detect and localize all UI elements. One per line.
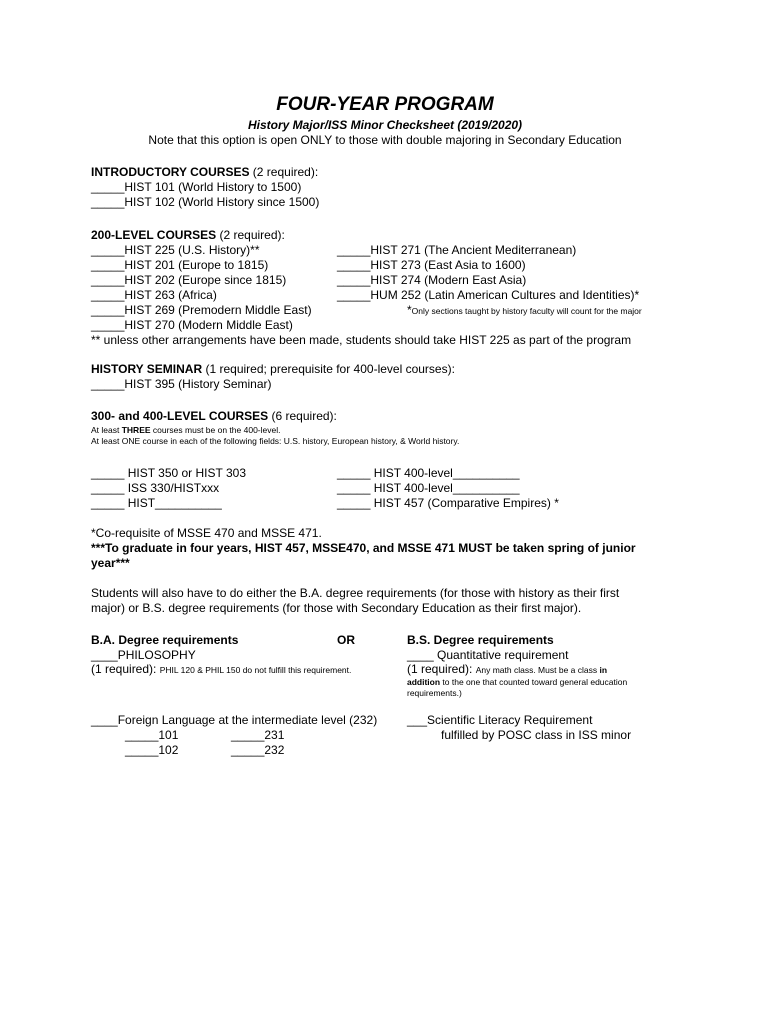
level200-requirement: (2 required):	[216, 228, 285, 242]
course-item: _____ HIST 400-level__________	[337, 466, 520, 480]
students-line: major) or B.S. degree requirements (for those with Secondary Education as their first major).	[91, 601, 582, 615]
course-item: _____HIST 274 (Modern East Asia)	[337, 273, 527, 287]
course-item: _____ HIST 400-level__________	[337, 481, 520, 495]
note-emphasis: THREE	[121, 425, 151, 435]
seminar-heading: HISTORY SEMINAR	[91, 362, 203, 376]
fl-102: _____102	[125, 743, 179, 757]
quantitative-note-emphasis: addition	[407, 677, 441, 687]
level300-right	[337, 466, 559, 511]
philosophy-req: (1 required):	[91, 662, 160, 676]
graduation-warning-cont: year***	[91, 556, 130, 570]
course-item: _____HIST 273 (East Asia to 1600)	[337, 258, 526, 272]
seminar-heading-line	[91, 362, 455, 377]
foreign-language-item: ____Foreign Language at the intermediate level (232)	[91, 713, 378, 727]
level300-left	[91, 466, 246, 511]
level200-heading: 200-LEVEL COURSES	[91, 228, 217, 242]
note-text: At least	[91, 425, 122, 435]
fl-101: _____101	[125, 728, 179, 742]
quantitative-note-emphasis: in	[599, 665, 608, 675]
course-item: _____ ISS 330/HISTxxx	[91, 481, 220, 495]
coreq-section	[91, 526, 636, 571]
course-item: _____HUM 252 (Latin American Cultures and Identities)*	[337, 288, 640, 302]
level200-footnote: ** unless other arrangements have been made, students should take HIST 225 as part of the program	[91, 333, 632, 347]
level300-section	[91, 409, 337, 424]
course-item: _____HIST 269 (Premodern Middle East)	[91, 303, 312, 317]
faculty-note-line	[407, 303, 642, 318]
faculty-note: Only sections taught by history faculty will count for the major	[411, 306, 642, 316]
seminar-section	[91, 362, 455, 392]
students-section	[91, 586, 619, 616]
philosophy-item: ____PHILOSOPHY	[91, 648, 196, 662]
course-item: _____HIST 101 (World History to 1500)	[91, 180, 302, 194]
intro-requirement: (2 required):	[249, 165, 319, 179]
scientific-literacy-item: ___Scientific Literacy Requirement	[407, 713, 593, 727]
seminar-requirement: (1 required; prerequisite for 400-level courses):	[202, 362, 455, 376]
or-divider: OR	[337, 633, 355, 647]
level300-requirement: (6 required):	[268, 409, 337, 423]
quantitative-note-line3: requirements.)	[407, 688, 462, 698]
level200-heading-line	[91, 228, 631, 243]
quantitative-note: Any math class. Must be a class	[475, 665, 600, 675]
intro-heading: INTRODUCTORY COURSES	[91, 165, 250, 179]
bs-heading: B.S. Degree requirements	[407, 633, 554, 647]
level300-heading-line	[91, 409, 337, 424]
ba-heading: B.A. Degree requirements	[91, 633, 239, 647]
quantitative-note: to the one that counted toward general education	[440, 677, 628, 687]
students-line: Students will also have to do either the B.A. degree requirements (for those with history as their first	[91, 586, 620, 600]
course-item: _____ HIST 350 or HIST 303	[91, 466, 246, 480]
course-item: _____HIST 395 (History Seminar)	[91, 377, 272, 391]
course-item: _____HIST 201 (Europe to 1815)	[91, 258, 269, 272]
quantitative-req: (1 required):	[407, 662, 476, 676]
course-item: _____HIST 263 (Africa)	[91, 288, 217, 302]
level300-note-2: At least ONE course in each of the following fields: U.S. history, European history, & World history.	[91, 436, 460, 446]
level300-heading: 300- and 400-LEVEL COURSES	[91, 409, 269, 423]
course-item: _____HIST 271 (The Ancient Mediterranean)	[337, 243, 577, 257]
fl-232: _____232	[231, 743, 285, 757]
intro-heading-line	[91, 165, 319, 180]
course-item: _____HIST 270 (Modern Middle East)	[91, 318, 293, 332]
quantitative-req-line	[407, 662, 607, 677]
fl-231: _____231	[231, 728, 285, 742]
course-item: _____ HIST 457 (Comparative Empires) *	[337, 496, 559, 510]
level200-right	[337, 243, 639, 303]
faculty-note-asterisk: *	[407, 303, 412, 317]
philosophy-req-line	[91, 662, 351, 677]
course-item: _____ HIST__________	[91, 496, 222, 510]
course-item: _____HIST 202 (Europe since 1815)	[91, 273, 287, 287]
course-item: _____HIST 102 (World History since 1500)	[91, 195, 320, 209]
philosophy-note: PHIL 120 & PHIL 150 do not fulfill this requirement.	[159, 665, 352, 675]
graduation-warning: ***To graduate in four years, HIST 457, MSSE470, and MSSE 471 MUST be taken spring of junior	[91, 541, 636, 555]
scientific-literacy-note: fulfilled by POSC class in ISS minor	[441, 728, 632, 742]
quantitative-item: ____ Quantitative requirement	[407, 648, 569, 662]
page-title: FOUR-YEAR PROGRAM	[276, 94, 494, 115]
page-subtitle: History Major/ISS Minor Checksheet (2019/2020)	[247, 118, 523, 132]
course-item: _____HIST 225 (U.S. History)**	[91, 243, 260, 257]
intro-section	[91, 165, 319, 210]
coreq-line: *Co-requisite of MSSE 470 and MSSE 471.	[91, 526, 322, 540]
quantitative-note-line2	[407, 677, 627, 688]
eligibility-note: Note that this option is open ONLY to those with double majoring in Secondary Education	[148, 133, 622, 147]
note-text: courses must be on the 400-level.	[150, 425, 281, 435]
level300-note-1	[91, 425, 280, 436]
